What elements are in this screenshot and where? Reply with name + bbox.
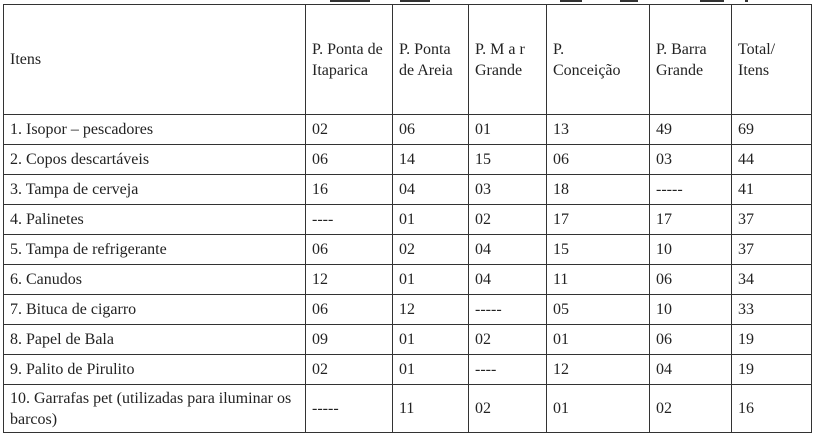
- column-header-line: Itens: [738, 61, 770, 79]
- count-cell: 11: [393, 385, 469, 433]
- count-cell: 01: [547, 325, 650, 355]
- count-cell: 04: [650, 355, 732, 385]
- count-cell: -----: [650, 175, 732, 205]
- count-cell: 02: [306, 115, 393, 145]
- count-cell: 19: [732, 355, 812, 385]
- item-name-cell: 9. Palito de Pirulito: [4, 355, 306, 385]
- column-header-0: [4, 5, 306, 115]
- column-header-line: Conceição: [553, 61, 621, 79]
- table-row: [4, 115, 812, 145]
- count-cell: 01: [393, 355, 469, 385]
- count-cell: 12: [306, 265, 393, 295]
- table-row: [4, 145, 812, 175]
- count-cell: 41: [732, 175, 812, 205]
- count-cell: 15: [547, 235, 650, 265]
- table-row: [4, 385, 812, 433]
- count-cell: 04: [469, 235, 547, 265]
- count-cell: 01: [393, 265, 469, 295]
- header-row: [4, 5, 812, 115]
- column-header-5: [650, 5, 732, 115]
- count-cell: 05: [547, 295, 650, 325]
- count-cell: 37: [732, 205, 812, 235]
- count-cell: 19: [732, 325, 812, 355]
- count-cell: 34: [732, 265, 812, 295]
- count-cell: 02: [469, 385, 547, 433]
- count-cell: 04: [393, 175, 469, 205]
- count-cell: 01: [469, 115, 547, 145]
- column-header-2: [393, 5, 469, 115]
- table-row: [4, 295, 812, 325]
- count-cell: 16: [732, 385, 812, 433]
- item-name-cell: 2. Copos descartáveis: [4, 145, 306, 175]
- table-body: [4, 115, 812, 433]
- count-cell: 69: [732, 115, 812, 145]
- clipped-caption-remnant: [0, 0, 815, 3]
- count-cell: 10: [650, 295, 732, 325]
- table-row: [4, 175, 812, 205]
- item-name-cell: 1. Isopor – pescadores: [4, 115, 306, 145]
- count-cell: 14: [393, 145, 469, 175]
- item-name-cell: 7. Bituca de cigarro: [4, 295, 306, 325]
- item-name-cell: 4. Palinetes: [4, 205, 306, 235]
- column-header-line: de Areia: [399, 61, 453, 79]
- column-header-line: P. Ponta de: [312, 40, 383, 58]
- count-cell: 01: [547, 385, 650, 433]
- item-name-cell: 5. Tampa de refrigerante: [4, 235, 306, 265]
- count-cell: 02: [650, 385, 732, 433]
- table-row: [4, 205, 812, 235]
- count-cell: 17: [650, 205, 732, 235]
- count-cell: 03: [469, 175, 547, 205]
- item-name-cell: 6. Canudos: [4, 265, 306, 295]
- column-header-4: [547, 5, 650, 115]
- table-row: [4, 235, 812, 265]
- count-cell: 49: [650, 115, 732, 145]
- count-cell: 37: [732, 235, 812, 265]
- column-header-line: P. M a r: [475, 40, 525, 58]
- table-row: [4, 325, 812, 355]
- column-header-line: Grande: [656, 61, 704, 79]
- item-name-cell: 8. Papel de Bala: [4, 325, 306, 355]
- column-header-line: Itens: [10, 51, 42, 68]
- count-cell: 16: [306, 175, 393, 205]
- count-cell: 02: [393, 235, 469, 265]
- count-cell: 02: [469, 325, 547, 355]
- count-cell: 04: [469, 265, 547, 295]
- count-cell: 12: [393, 295, 469, 325]
- count-cell: 12: [547, 355, 650, 385]
- litter-items-table: [3, 4, 812, 433]
- count-cell: 44: [732, 145, 812, 175]
- table-row: [4, 355, 812, 385]
- column-header-line: P. Barra: [656, 40, 707, 58]
- count-cell: 06: [650, 325, 732, 355]
- count-cell: 18: [547, 175, 650, 205]
- count-cell: 02: [306, 355, 393, 385]
- count-cell: ----: [469, 355, 547, 385]
- count-cell: 11: [547, 265, 650, 295]
- column-header-6: [732, 5, 812, 115]
- column-header-line: Itaparica: [312, 61, 368, 79]
- count-cell: 01: [393, 205, 469, 235]
- count-cell: -----: [469, 295, 547, 325]
- count-cell: 01: [393, 325, 469, 355]
- column-header-line: P. Ponta: [399, 40, 451, 58]
- count-cell: 06: [306, 145, 393, 175]
- count-cell: 06: [650, 265, 732, 295]
- count-cell: ----: [306, 205, 393, 235]
- count-cell: -----: [306, 385, 393, 433]
- count-cell: 15: [469, 145, 547, 175]
- column-header-line: P.: [553, 40, 565, 58]
- column-header-line: Total/: [738, 40, 776, 58]
- count-cell: 03: [650, 145, 732, 175]
- item-name-cell: 3. Tampa de cerveja: [4, 175, 306, 205]
- count-cell: 02: [469, 205, 547, 235]
- count-cell: 06: [306, 235, 393, 265]
- column-header-1: [306, 5, 393, 115]
- count-cell: 06: [393, 115, 469, 145]
- count-cell: 33: [732, 295, 812, 325]
- count-cell: 06: [306, 295, 393, 325]
- column-header-3: [469, 5, 547, 115]
- count-cell: 10: [650, 235, 732, 265]
- count-cell: 09: [306, 325, 393, 355]
- count-cell: 06: [547, 145, 650, 175]
- count-cell: 17: [547, 205, 650, 235]
- item-name-cell: 10. Garrafas pet (utilizadas para iluminar os barcos): [4, 385, 306, 433]
- column-header-line: Grande: [475, 61, 523, 79]
- count-cell: 13: [547, 115, 650, 145]
- table-row: [4, 265, 812, 295]
